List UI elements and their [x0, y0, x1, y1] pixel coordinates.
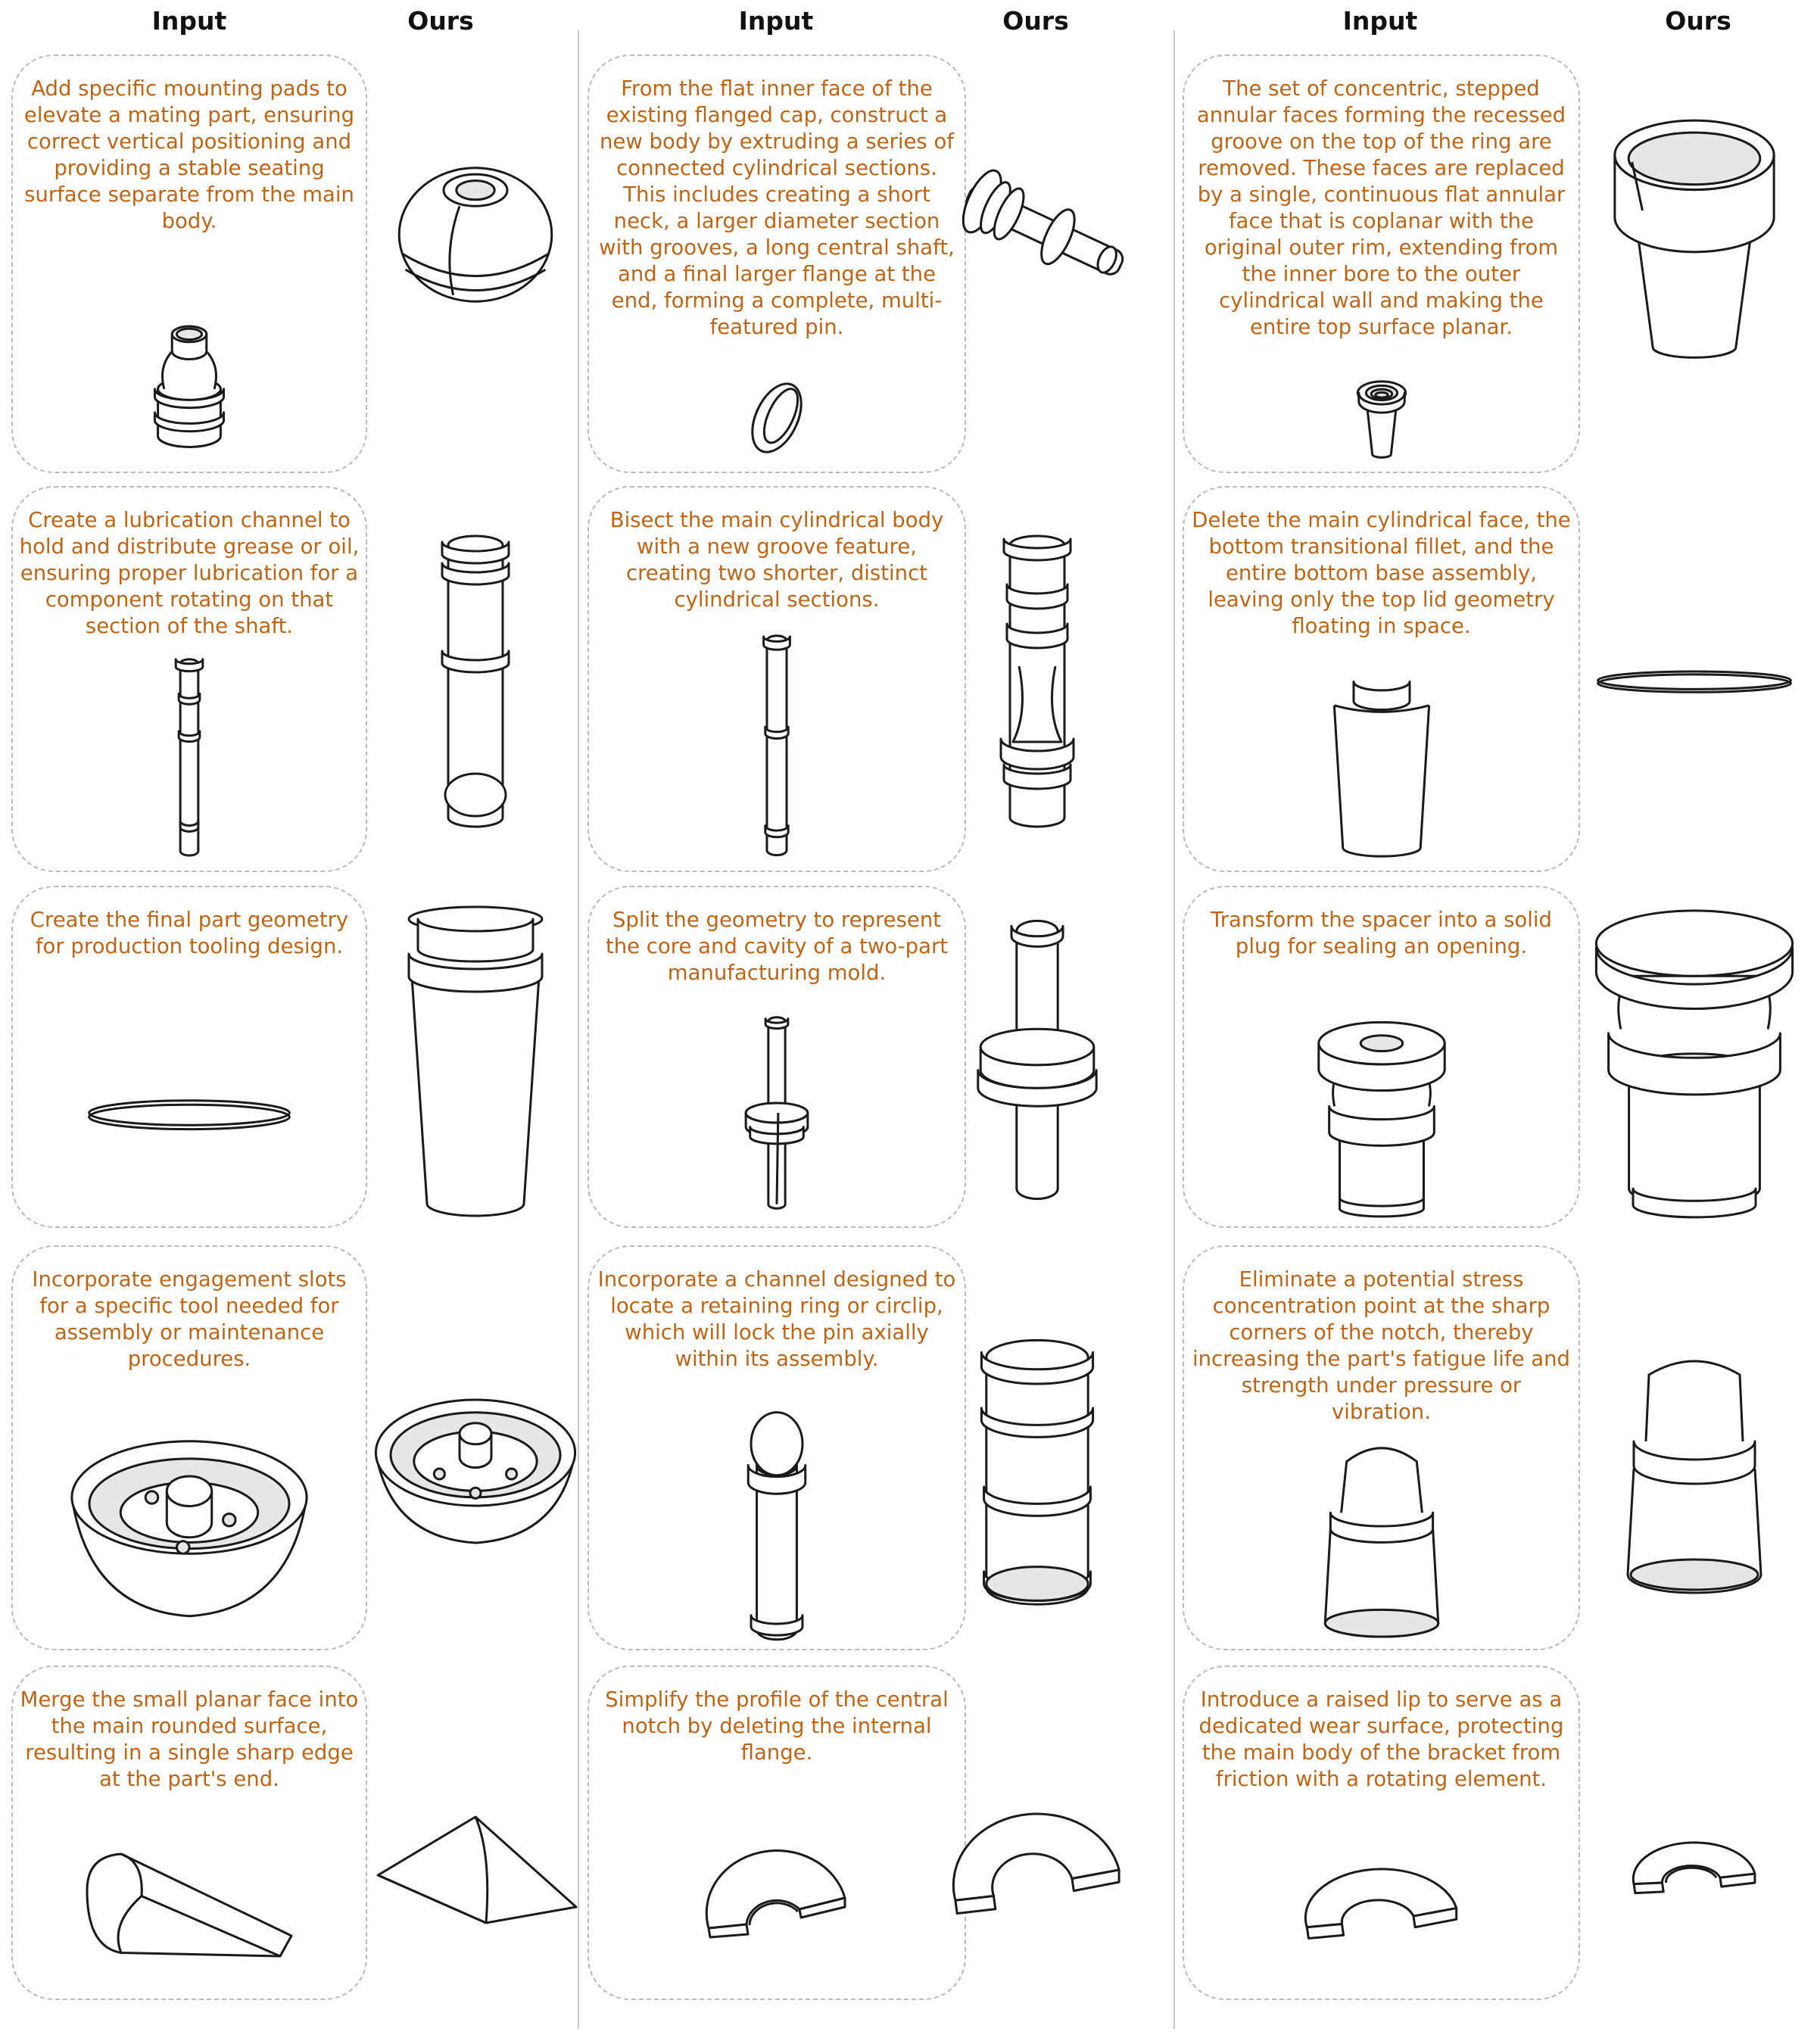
ours-model-c1-r5: [369, 1771, 581, 1968]
ours-model-c2-r4: [977, 1317, 1098, 1620]
edit-instruction: Introduce a raised lip to serve as a dedicated wear surface, protecting the main body of the bracket from friction with a rotating element.: [1198, 1687, 1564, 1791]
edit-instruction: Incorporate engagement slots for a specific tool needed for assembly or maintenance procedures.: [32, 1267, 347, 1371]
edit-instruction: Incorporate a channel designed to locate a retaining ring or circlip, which will lock the pin axially within its assembly.: [597, 1267, 956, 1371]
edit-instruction: The set of concentric, stepped annular faces forming the recessed groove on the top of the ring are removed. These faces are replaced by a single, continuous flat annular face that is coplanar with the original outer rim, extending from the inner bore to the outer cylindrical wall and making the entire top surface planar.: [1196, 76, 1566, 339]
ours-model-c3-r2: [1596, 522, 1793, 840]
header-ours-1: Ours: [407, 6, 474, 36]
input-model-c1-r4: [64, 1408, 314, 1637]
input-model-c1-r2: [159, 649, 220, 858]
input-model-c3-r5: [1302, 1828, 1461, 1986]
column-divider-1: [578, 30, 579, 2029]
header-input-3: Input: [1342, 6, 1418, 36]
edit-instruction: Create the final part geometry for production tooling design.: [30, 908, 349, 958]
ours-model-c2-r2: [992, 522, 1083, 840]
header-ours-3: Ours: [1665, 6, 1731, 36]
input-model-c3-r1: [1325, 376, 1438, 460]
edit-instruction: Split the geometry to represent the core and cavity of a two-part manufacturing mold.: [605, 908, 949, 985]
edit-instruction: Simplify the profile of the central notch by deleting the internal flange.: [605, 1687, 949, 1765]
edit-instruction: Eliminate a potential stress concentration point at the sharp corners of the notch, thereby increasing the part's fatigue life and strength under pressure or vibration.: [1192, 1267, 1570, 1424]
edit-instruction: Merge the small planar face into the main rounded surface, resulting in a single sharp edge at the part's end.: [20, 1687, 359, 1791]
ours-model-c1-r1: [396, 114, 555, 356]
input-model-c2-r5: [701, 1817, 852, 1986]
ours-model-c3-r1: [1604, 114, 1785, 356]
input-model-c3-r2: [1306, 675, 1457, 858]
ours-model-c3-r4: [1619, 1317, 1770, 1620]
input-model-c3-r4: [1310, 1435, 1454, 1637]
ours-model-c3-r3: [1592, 901, 1797, 1219]
input-model-c2-r1: [743, 376, 811, 460]
edit-instruction: From the flat inner face of the existing flanged cap, construct a new body by extruding a series of connected cylindrical sections. This includes creating a short neck, a larger diameter section with grooves, a long central shaft, and a final larger flange at the end, forming a complete, multi-featured pin.: [599, 76, 955, 339]
ours-model-c2-r1: [939, 114, 1136, 356]
ours-model-c3-r5: [1630, 1771, 1759, 1968]
ours-model-c1-r3: [400, 901, 551, 1219]
edit-instruction: Delete the main cylindrical face, the bottom transitional fillet, and the entire bottom base assembly, leaving only the top lid geometry floating in space.: [1192, 508, 1571, 638]
edit-instruction: Add specific mounting pads to elevate a mating part, ensuring correct vertical positioning and providing a stable seating surface separate from the main body.: [23, 76, 355, 233]
input-model-c2-r2: [746, 628, 807, 858]
input-model-c1-r3: [87, 1014, 291, 1211]
edit-instruction: Create a lubrication channel to hold and distribute grease or oil, ensuring proper lubrication for a component rotating on that section of the shaft.: [19, 508, 360, 638]
edit-instruction: Bisect the main cylindrical body with a new groove feature, creating two shorter, distinct cylindrical sections.: [609, 508, 944, 612]
input-model-c2-r4: [731, 1408, 822, 1637]
header-input-1: Input: [151, 6, 227, 36]
ours-model-c2-r3: [973, 901, 1102, 1219]
column-divider-2: [1173, 30, 1175, 2029]
ours-model-c1-r4: [369, 1317, 581, 1620]
ours-model-c2-r5: [950, 1771, 1124, 1968]
ours-model-c1-r2: [430, 522, 521, 840]
input-model-c1-r5: [76, 1817, 303, 1986]
input-model-c2-r3: [724, 1014, 830, 1211]
header-input-2: Input: [738, 6, 814, 36]
header-ours-2: Ours: [1002, 6, 1069, 36]
edit-instruction: Transform the spacer into a solid plug for sealing an opening.: [1210, 908, 1553, 958]
input-model-c3-r3: [1302, 1014, 1461, 1211]
input-model-c1-r1: [129, 303, 250, 460]
